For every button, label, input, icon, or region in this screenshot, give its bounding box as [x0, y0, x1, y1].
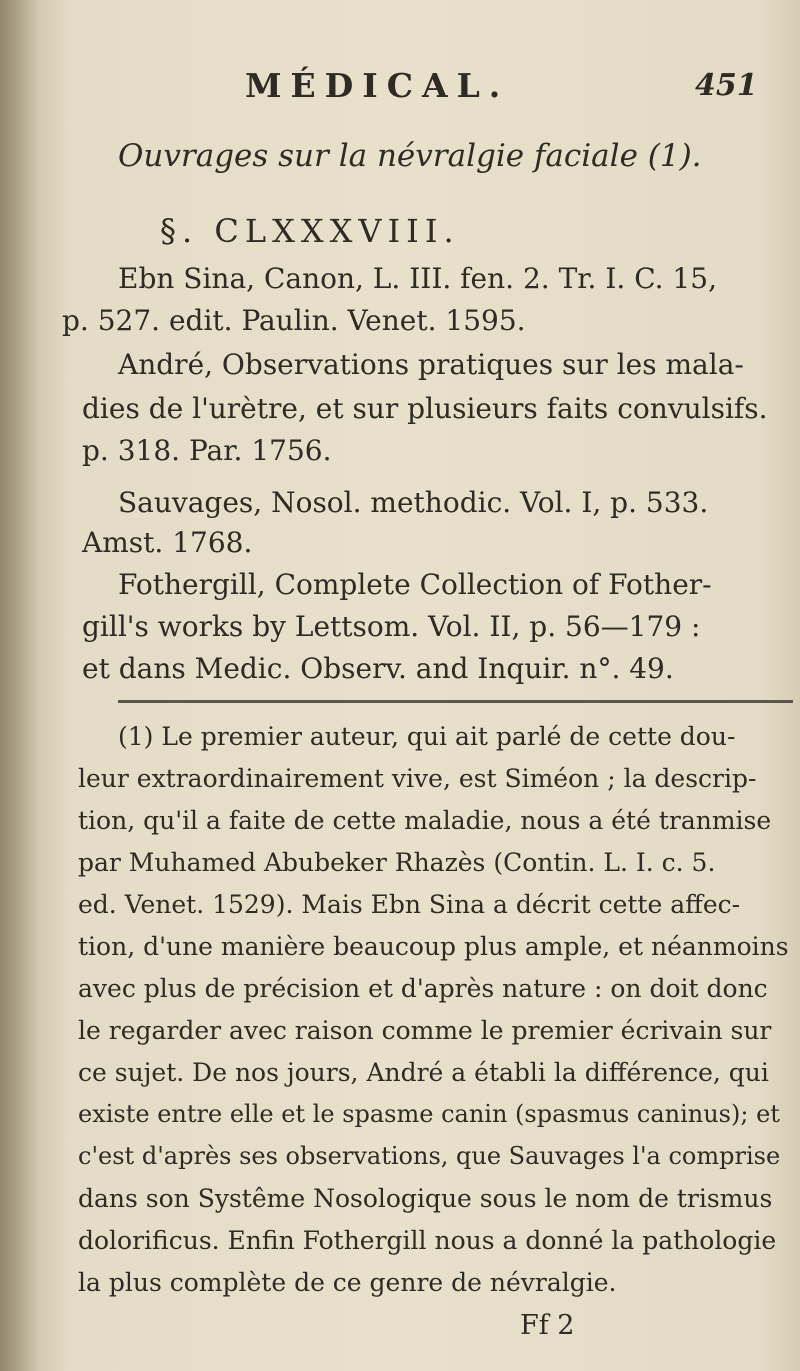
footnote-line: dans son Systême Nosologique sous le nom de trismus [78, 1184, 773, 1213]
section-number: §. CLXXXVIII. [160, 212, 460, 250]
bibliography-line: Fothergill, Complete Collection of Fother- [118, 568, 712, 601]
bibliography-line: dies de l'urètre, et sur plusieurs faits convulsifs. [82, 392, 768, 425]
footnote-line: tion, qu'il a faite de cette maladie, nous a été tranmise [78, 806, 772, 835]
footnote-line: c'est d'après ses observations, que Sauvages l'a comprise [78, 1142, 781, 1170]
running-head: MÉDICAL. [245, 66, 510, 105]
bibliography-line: gill's works by Lettsom. Vol. II, p. 56—179 : [82, 610, 701, 643]
footnote-line: par Muhamed Abubeker Rhazès (Contin. L. I. c. 5. [78, 848, 716, 877]
bibliography-line: et dans Medic. Observ. and Inquir. n°. 49. [82, 652, 674, 685]
bibliography-line: p. 318. Par. 1756. [82, 434, 332, 467]
bibliography-line: Sauvages, Nosol. methodic. Vol. I, p. 533. [118, 486, 709, 519]
footnote-line: ce sujet. De nos jours, André a établi la différence, qui [78, 1058, 769, 1087]
footnote-line: (1) Le premier auteur, qui ait parlé de cette dou- [118, 722, 736, 751]
page-edge-shadow [0, 0, 40, 1371]
signature-mark: Ff 2 [520, 1310, 575, 1341]
footnote-line: ed. Venet. 1529). Mais Ebn Sina a décrit cette affec- [78, 890, 741, 919]
footnote-line: tion, d'une manière beaucoup plus ample, et néanmoins [78, 932, 789, 961]
bibliography-line: Ebn Sina, Canon, L. III. fen. 2. Tr. I. C. 15, [118, 262, 717, 295]
footnote-rule [118, 700, 793, 703]
footnote-line: la plus complète de ce genre de névralgie. [78, 1268, 617, 1297]
page-number: 451 [695, 68, 758, 103]
footnote-line: dolorificus. Enfin Fothergill nous a donné la pathologie [78, 1226, 777, 1255]
bibliography-line: Amst. 1768. [82, 526, 253, 559]
footnote-line: existe entre elle et le spasme canin (spasmus caninus); et [78, 1100, 780, 1128]
footnote-line: le regarder avec raison comme le premier écrivain sur [78, 1016, 772, 1045]
footnote-line: avec plus de précision et d'après nature : on doit donc [78, 974, 768, 1003]
footnote-line: leur extraordinairement vive, est Siméon ; la descrip- [78, 764, 757, 793]
section-subtitle: Ouvrages sur la névralgie faciale (1). [118, 138, 702, 174]
bibliography-line: André, Observations pratiques sur les mala- [118, 348, 744, 381]
bibliography-line: p. 527. edit. Paulin. Venet. 1595. [62, 304, 526, 337]
